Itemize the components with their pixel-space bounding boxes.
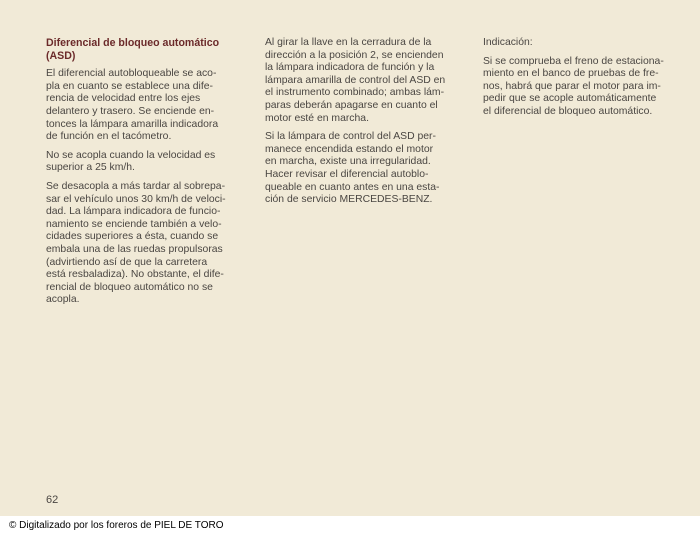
column-2 [265,37,465,213]
paragraph: Al girar la llave en la cerradura de la dirección a la posición 2, se encienden la lámpara indicadora de función y la lámpara amarilla de control del ASD en el instrumento combinado; ambas lám- paras deberán apagarse en cuanto el motor esté en marcha. [265,37,446,124]
section-heading: Diferencial de bloqueo automático (ASD) [46,37,220,62]
footer-credit: © Digitalizado por los foreros de PIEL DE TORO [9,520,224,531]
paragraph: No se acopla cuando la velocidad es superior a 25 km/h. [46,149,216,174]
paragraph: Se desacopla a más tardar al sobrepa- sar el vehículo unos 30 km/h de veloci- dad. La lámpara indicadora de funcio- namiento se enciende también a velo- cidades superiores a ésta, cuando se embala una de las ruedas propulsoras (advirtiendo así de que la carretera está resbaladiza). No obstante, el dife- rencial de bloqueo automático no se acopla. [46,180,226,306]
note-paragraph: Si se comprueba el freno de estaciona- miento en el banco de pruebas de fre- nos, habrá que parar el motor para im- pedir que se acople automáticamente el diferencial de bloqueo automático. [483,55,664,117]
paragraph: Si la lámpara de control del ASD per- manece encendida estando el motor en marcha, existe una irregularidad. Hacer revisar el diferencial autoblo- queable en cuanto antes en una esta- ción de servicio MERCEDES-BENZ. [265,131,440,206]
paragraph: El diferencial autobloqueable se aco- pla en cuanto se establece una dife- rencia de velocidad entre los ejes delantero y trasero. Se enciende en- tonces la lámpara amarilla indicadora de función en el tacómetro. [46,68,219,143]
column-3 [483,37,683,125]
column-1 [46,37,248,313]
page-number: 62 [46,494,59,506]
note-label: Indicación: [483,37,533,48]
